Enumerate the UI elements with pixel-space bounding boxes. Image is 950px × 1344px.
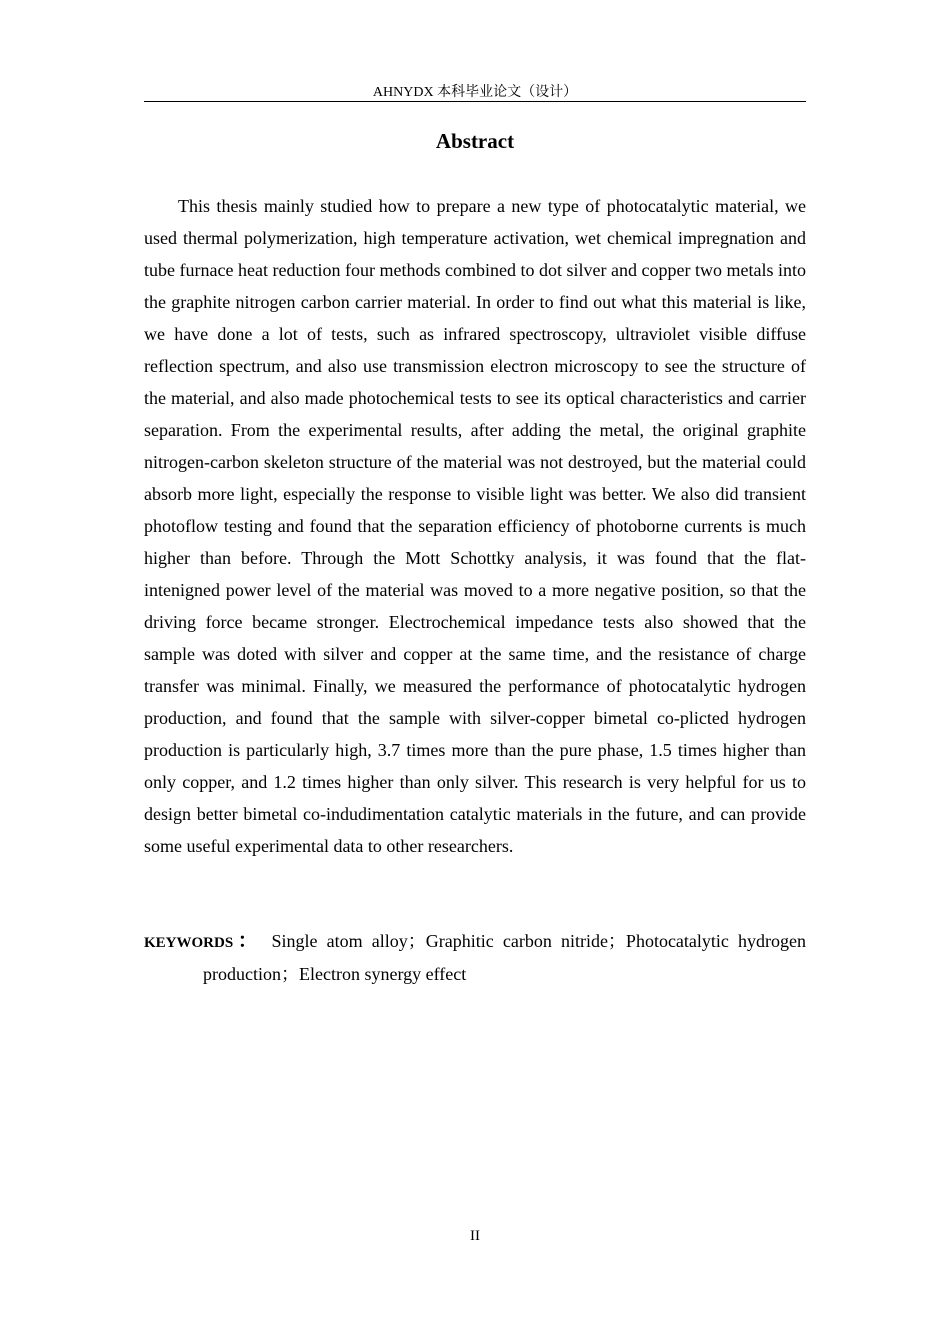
page-header: AHNYDX 本科毕业论文（设计）: [372, 85, 578, 100]
keywords-label: KEYWORDS: [144, 935, 234, 951]
keywords-text: Single atom alloy；Graphitic carbon nitride；Photocatalytic hydrogen production；Electron synergy effect: [203, 931, 807, 984]
abstract-title: Abstract: [435, 129, 515, 153]
abstract-body: This thesis mainly studied how to prepare a new type of photocatalytic material, we used thermal polymerization, high temperature activation, wet chemical impregnation and tube furnace heat reduction four methods combined to dot silver and copper two metals into the graphite nitrogen carbon carrier material. In order to find out what this material is like, we have done a lot of tests, such as infrared spectroscopy, ultraviolet visible diffuse reflection spectrum, and also use transmission electron microscopy to see the structure of the material, and also made photochemical tests to see its optical characteristics and carrier separation. From the experimental results, after adding the metal, the original graphite nitrogen-carbon skeleton structure of the material was not destroyed, but the material could absorb more light, especially the response to visible light was better. We also did transient photoflow testing and found that the separation efficiency of photoborne currents is much higher than before. Through the Mott Schottky analysis, it was found that the flat-intenigned power level of the material was moved to a more negative position, so that the driving force became stronger. Electrochemical impedance tests also showed that the sample was doted with silver and copper at the same time, and the resistance of charge transfer was minimal. Finally, we measured the performance of photocatalytic hydrogen production, and found that the sample with silver-copper bimetal co-plicted hydrogen production is particularly high, 3.7 times more than the pure phase, 1.5 times higher than only copper, and 1.2 times higher than only silver. This research is very helpful for us to design better bimetal co-indudimentation catalytic materials in the future, and can provide some useful experimental data to other researchers.: [144, 196, 806, 856]
page-number: II: [470, 1228, 480, 1244]
keywords-colon: ：: [233, 930, 263, 952]
header-rule: [144, 101, 806, 102]
keywords-paragraph: [144, 926, 806, 990]
